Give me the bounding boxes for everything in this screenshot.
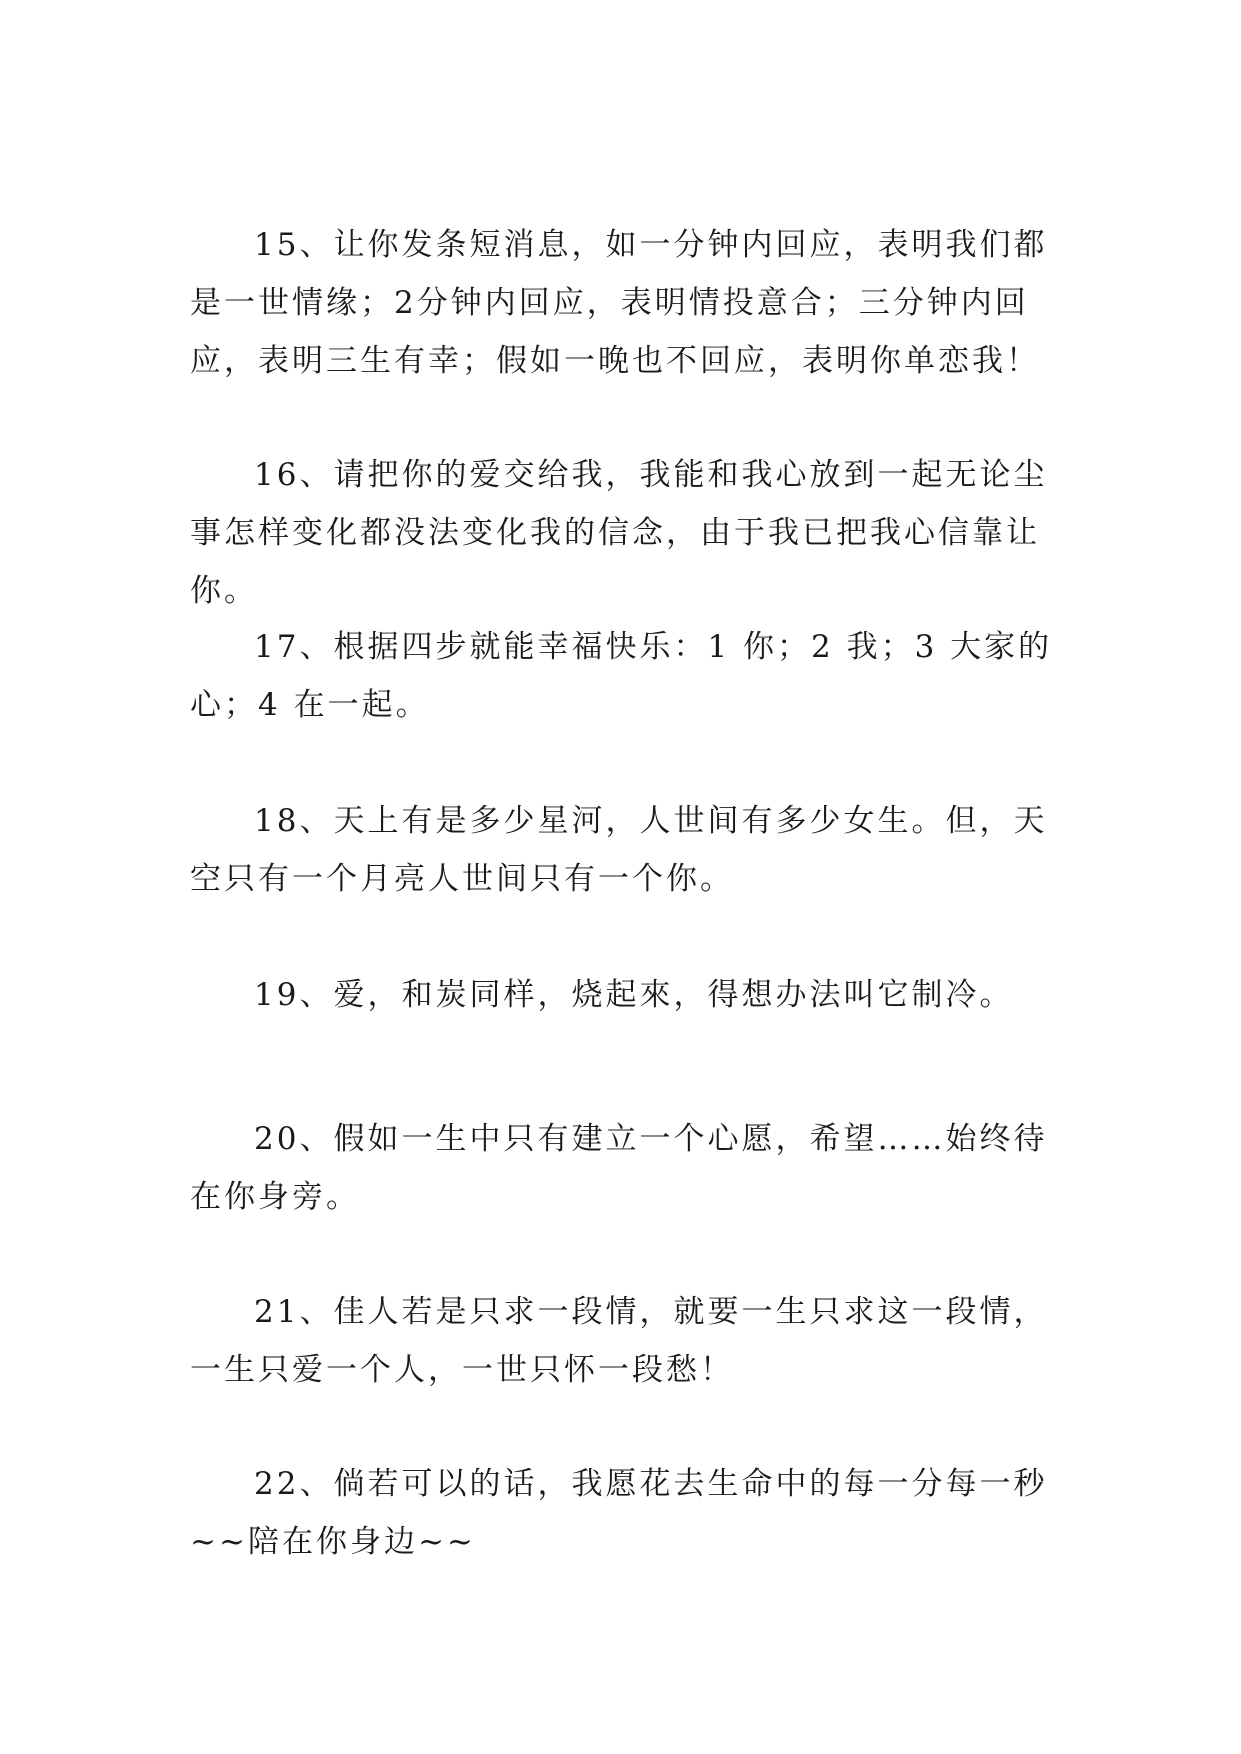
paragraph-19: 19、爱，和炭同样，烧起來，得想办法叫它制冷。 — [254, 977, 1014, 1013]
paragraph-16: 16、请把你的爱交给我，我能和我心放到一起无论尘事怎样变化都没法变化我的信念，由于我已把我心信靠让你。 — [190, 457, 1048, 609]
paragraph-17: 17、根据四步就能幸福快乐：1 你；2 我；3 大家的心；4 在一起。 — [190, 629, 1053, 723]
paragraph-22: 22、倘若可以的话，我愿花去生命中的每一分每一秒~~陪在你身边~~ — [190, 1466, 1048, 1560]
paragraph-18: 18、天上有是多少星河，人世间有多少女生。但，天空只有一个月亮人世间只有一个你。 — [190, 803, 1048, 897]
paragraph-21: 21、佳人若是只求一段情，就要一生只求这一段情，一生只爱一个人，一世只怀一段愁！ — [190, 1294, 1048, 1388]
paragraph-20: 20、假如一生中只有建立一个心愿，希望……始终待在你身旁。 — [190, 1121, 1048, 1215]
paragraph-15: 15、让你发条短消息，如一分钟内回应，表明我们都是一世情缘；2分钟内回应，表明情投意合；三分钟内回应，表明三生有幸；假如一晚也不回应，表明你单恋我！ — [190, 227, 1048, 379]
